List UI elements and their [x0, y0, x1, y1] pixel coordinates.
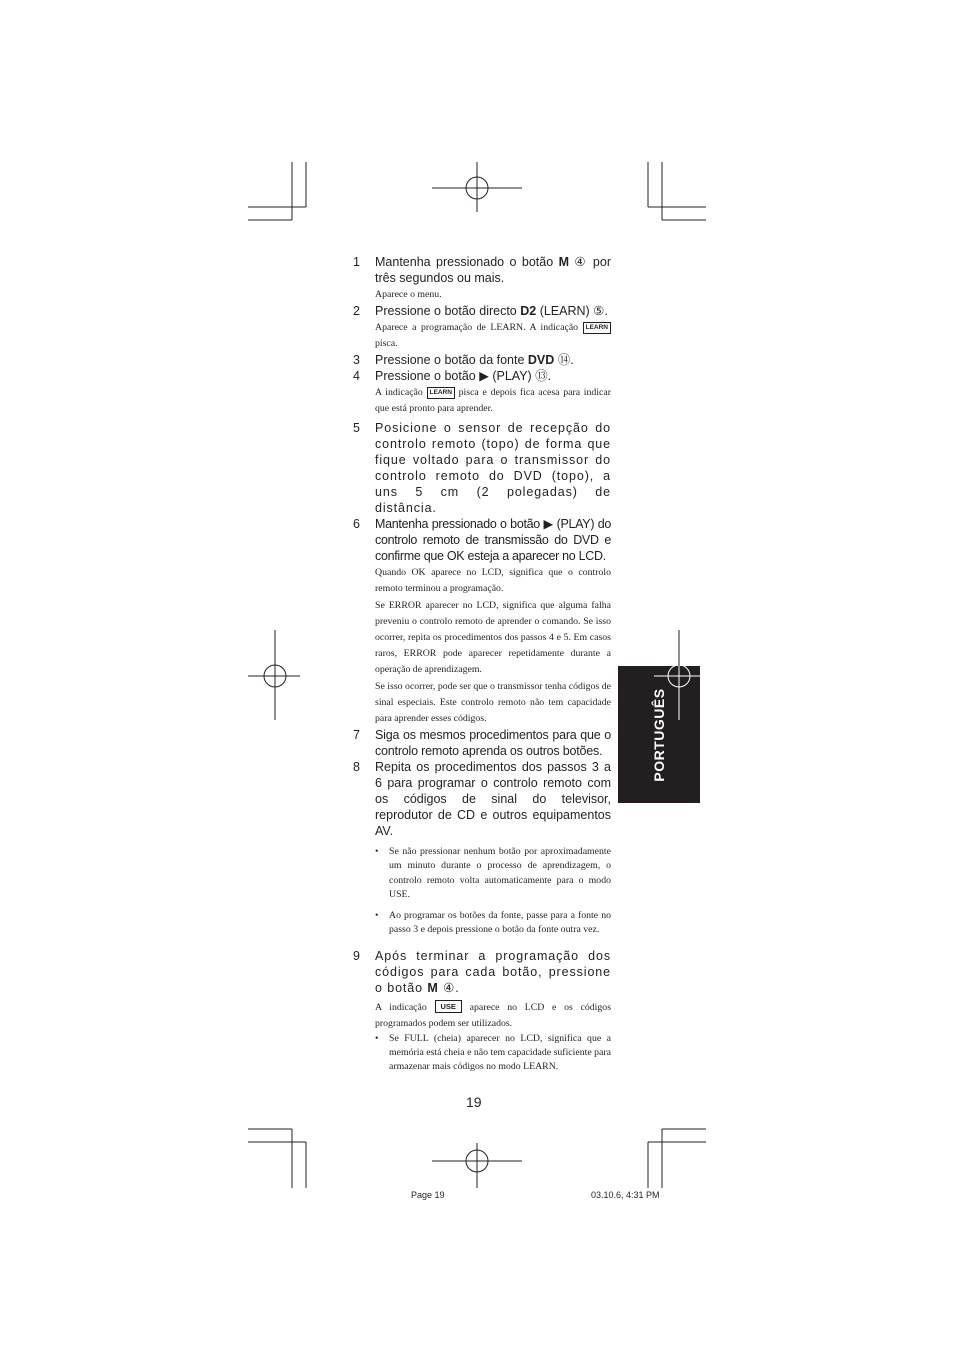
step-4	[349, 368, 611, 417]
step-note: Aparece a programação de LEARN. A indicação LEARN pisca.	[375, 320, 611, 352]
lcd-use-indicator: USE	[435, 1000, 462, 1013]
step-number: 7	[353, 728, 360, 742]
step-number: 2	[353, 304, 360, 318]
step-7	[349, 727, 611, 759]
play-icon: ▶	[543, 517, 554, 531]
step-9	[349, 948, 611, 1075]
bullet-item: • Se FULL (cheia) aparecer no LCD, significa que a memória está cheia e não tem capacidade suficiente para armazenar mais códigos no modo LEARN.	[375, 1032, 611, 1073]
step-bullets	[375, 1032, 611, 1075]
step-text: Pressione o botão directo D2 (LEARN) ⑤.	[375, 304, 608, 318]
step-note: Quando OK aparece no LCD, significa que o controlo remoto terminou a programação.	[375, 567, 611, 594]
bullet-item: • Se não pressionar nenhum botão por aproximadamente um minuto durante o processo de aprendizagem, o controlo remoto volta automaticamente para o modo USE.	[375, 846, 611, 900]
step-6	[349, 516, 611, 727]
step-text: Posicione o sensor de recepção do controlo remoto (topo) de forma que fique voltado para o transmissor do controlo remoto do DVD (topo), a uns 5 cm (2 polegadas) de distância.	[375, 421, 611, 515]
step-text: Após terminar a programação dos códigos para cada botão, pressione o botão M ④.	[375, 948, 611, 995]
step-text: Mantenha pressionado o botão ▶ (PLAY) do controlo remoto de transmissão do DVD e confirme que OK esteja a aparecer no LCD.	[375, 517, 612, 563]
page-number: 19	[466, 1094, 482, 1110]
step-1	[349, 254, 611, 303]
step-number: 4	[353, 369, 360, 383]
step-note: Se isso ocorrer, pode ser que o transmissor tenha códigos de sinal especiais. Este controlo remoto não tem capacidade para aprender esses códigos.	[375, 681, 611, 724]
instructions	[349, 254, 611, 1082]
step-text: Siga os mesmos procedimentos para que o controlo remoto aprenda os outros botões.	[375, 728, 611, 758]
play-icon: ▶	[479, 369, 489, 383]
step-text: Pressione o botão ▶ (PLAY) ⑬.	[375, 369, 552, 383]
step-number: 8	[353, 760, 360, 774]
step-bullets	[375, 845, 611, 938]
lcd-learn-indicator: LEARN	[427, 387, 455, 399]
step-note: Se ERROR aparecer no LCD, significa que alguma falha preveniu o controlo remoto de aprender o comando. Se isso ocorrer, repita os procedimentos dos passos 4 e 5. Em casos raros, ERROR pode aparecer repetidamente durante a operação de aprendizagem.	[375, 600, 611, 675]
step-text: Mantenha pressionado o botão M ④ por três segundos ou mais.	[375, 255, 612, 285]
step-text: Pressione o botão da fonte DVD ⑭.	[375, 353, 574, 367]
footer-timestamp: 03.10.6, 4:31 PM	[591, 1190, 660, 1200]
step-number: 6	[353, 517, 360, 531]
lcd-learn-indicator: LEARN	[583, 322, 611, 334]
language-tab-label: PORTUGUÊS	[651, 687, 667, 782]
step-number: 9	[353, 948, 360, 963]
step-5	[349, 420, 611, 516]
footer-page-label: Page 19	[411, 1190, 445, 1200]
step-number: 1	[353, 255, 360, 269]
step-8	[349, 759, 611, 938]
step-note: Aparece o menu.	[375, 289, 442, 300]
step-3	[349, 352, 611, 368]
step-number: 3	[353, 353, 360, 367]
bullet-item: • Ao programar os botões da fonte, passe para a fonte no passo 3 e depois pressione o botão da fonte outra vez.	[375, 910, 611, 936]
step-number: 5	[353, 421, 360, 435]
step-note: A indicação LEARN pisca e depois fica acesa para indicar que está pronto para aprender.	[375, 387, 611, 414]
step-note: A indicação USE aparece no LCD e os códigos programados podem ser utilizados.	[375, 1001, 612, 1029]
step-text: Repita os procedimentos dos passos 3 a 6 para programar o controlo remoto com os códigos de sinal do televisor, reprodutor de CD e outros equipamentos AV.	[375, 760, 611, 838]
step-2	[349, 303, 611, 352]
